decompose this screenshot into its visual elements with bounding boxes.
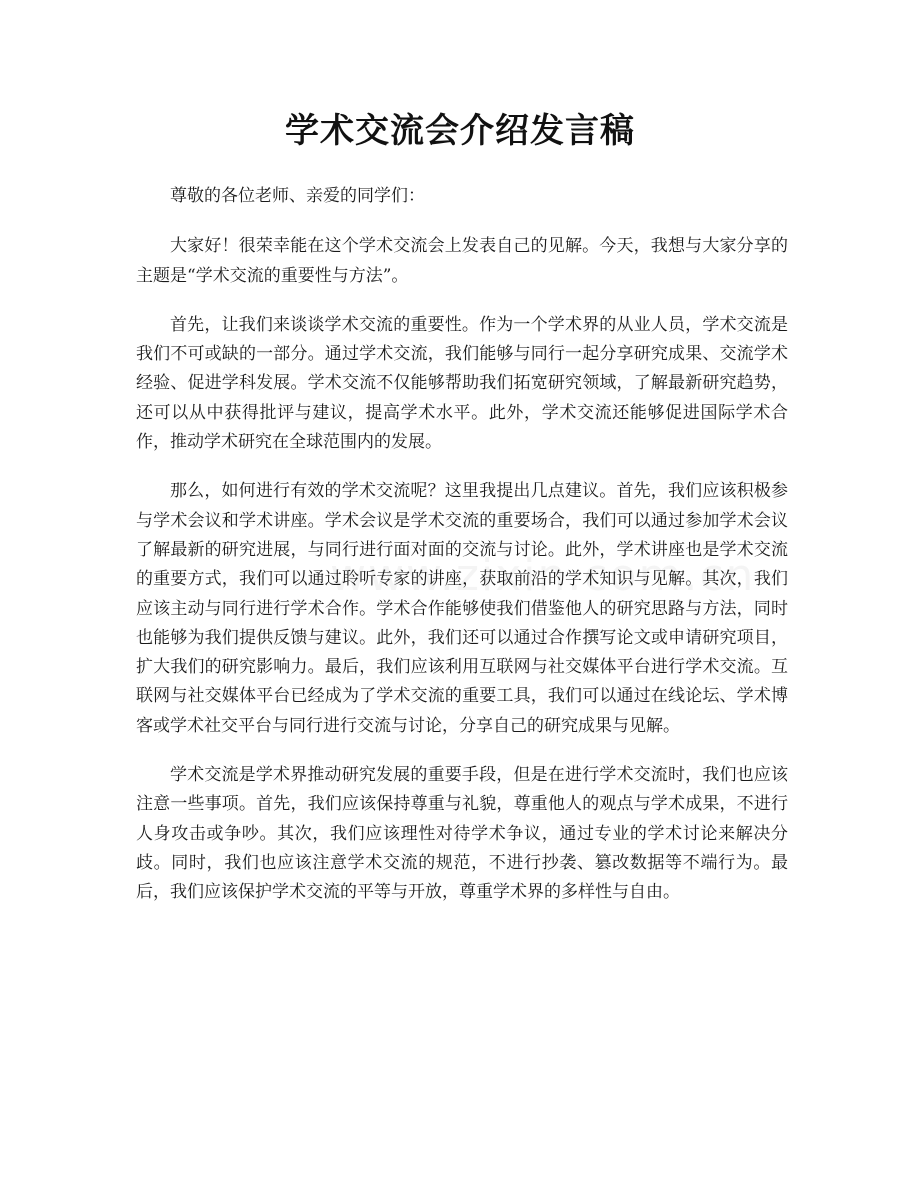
paragraph-precautions: 学术交流是学术界推动研究发展的重要手段，但是在进行学术交流时，我们也应该注意一些事项。首先，我们应该保持尊重与礼貌，尊重他人的观点与学术成果，不进行人身攻击或争吵。其次，我们应该理性对待学术争议，通过专业的学术讨论来解决分歧。同时，我们也应该注意学术交流的规范，不进行抄袭、篡改数据等不端行为。最后，我们应该保护学术交流的平等与开放，尊重学术界的多样性与自由。: [136, 765, 788, 903]
document-title: 学术交流会介绍发言稿: [285, 111, 635, 151]
document-body: [136, 182, 788, 928]
paragraph-importance: 首先，让我们来谈谈学术交流的重要性。作为一个学术界的从业人员，学术交流是我们不可或缺的一部分。通过学术交流，我们能够与同行一起分享研究成果、交流学术经验、促进学科发展。学术交流不仅能够帮助我们拓宽研究领域，了解最新研究趋势，还可以从中获得批评与建议，提高学术水平。此外，学术交流还能够促进国际学术合作，推动学术研究在全球范围内的发展。: [136, 314, 788, 453]
greeting-paragraph: 尊敬的各位老师、亲爱的同学们：: [170, 186, 425, 206]
paragraph-methods: 那么，如何进行有效的学术交流呢？这里我提出几点建议。首先，我们应该积极参与学术会议和学术讲座。学术会议是学术交流的重要场合，我们可以通过参加学术会议了解最新的研究进展，与同行进行面对面的交流与讨论。此外，学术讲座也是学术交流的重要方式，我们可以通过聆听专家的讲座，获取前沿的学术知识与见解。其次，我们应该主动与同行进行学术合作。学术合作能够使我们借鉴他人的研究思路与方法，同时也能够为我们提供反馈与建议。此外，我们还可以通过合作撰写论文或申请研究项目，扩大我们的研究影响力。最后，我们应该利用互联网与社交媒体平台进行学术交流。互联网与社交媒体平台已经成为了学术交流的重要工具，我们可以通过在线论坛、学术博客或学术社交平台与同行进行交流与讨论，分享自己的研究成果与见解。: [136, 481, 788, 736]
paragraph-intro: 大家好！很荣幸能在这个学术交流会上发表自己的见解。今天，我想与大家分享的主题是“学术交流的重要性与方法”。: [136, 236, 788, 286]
